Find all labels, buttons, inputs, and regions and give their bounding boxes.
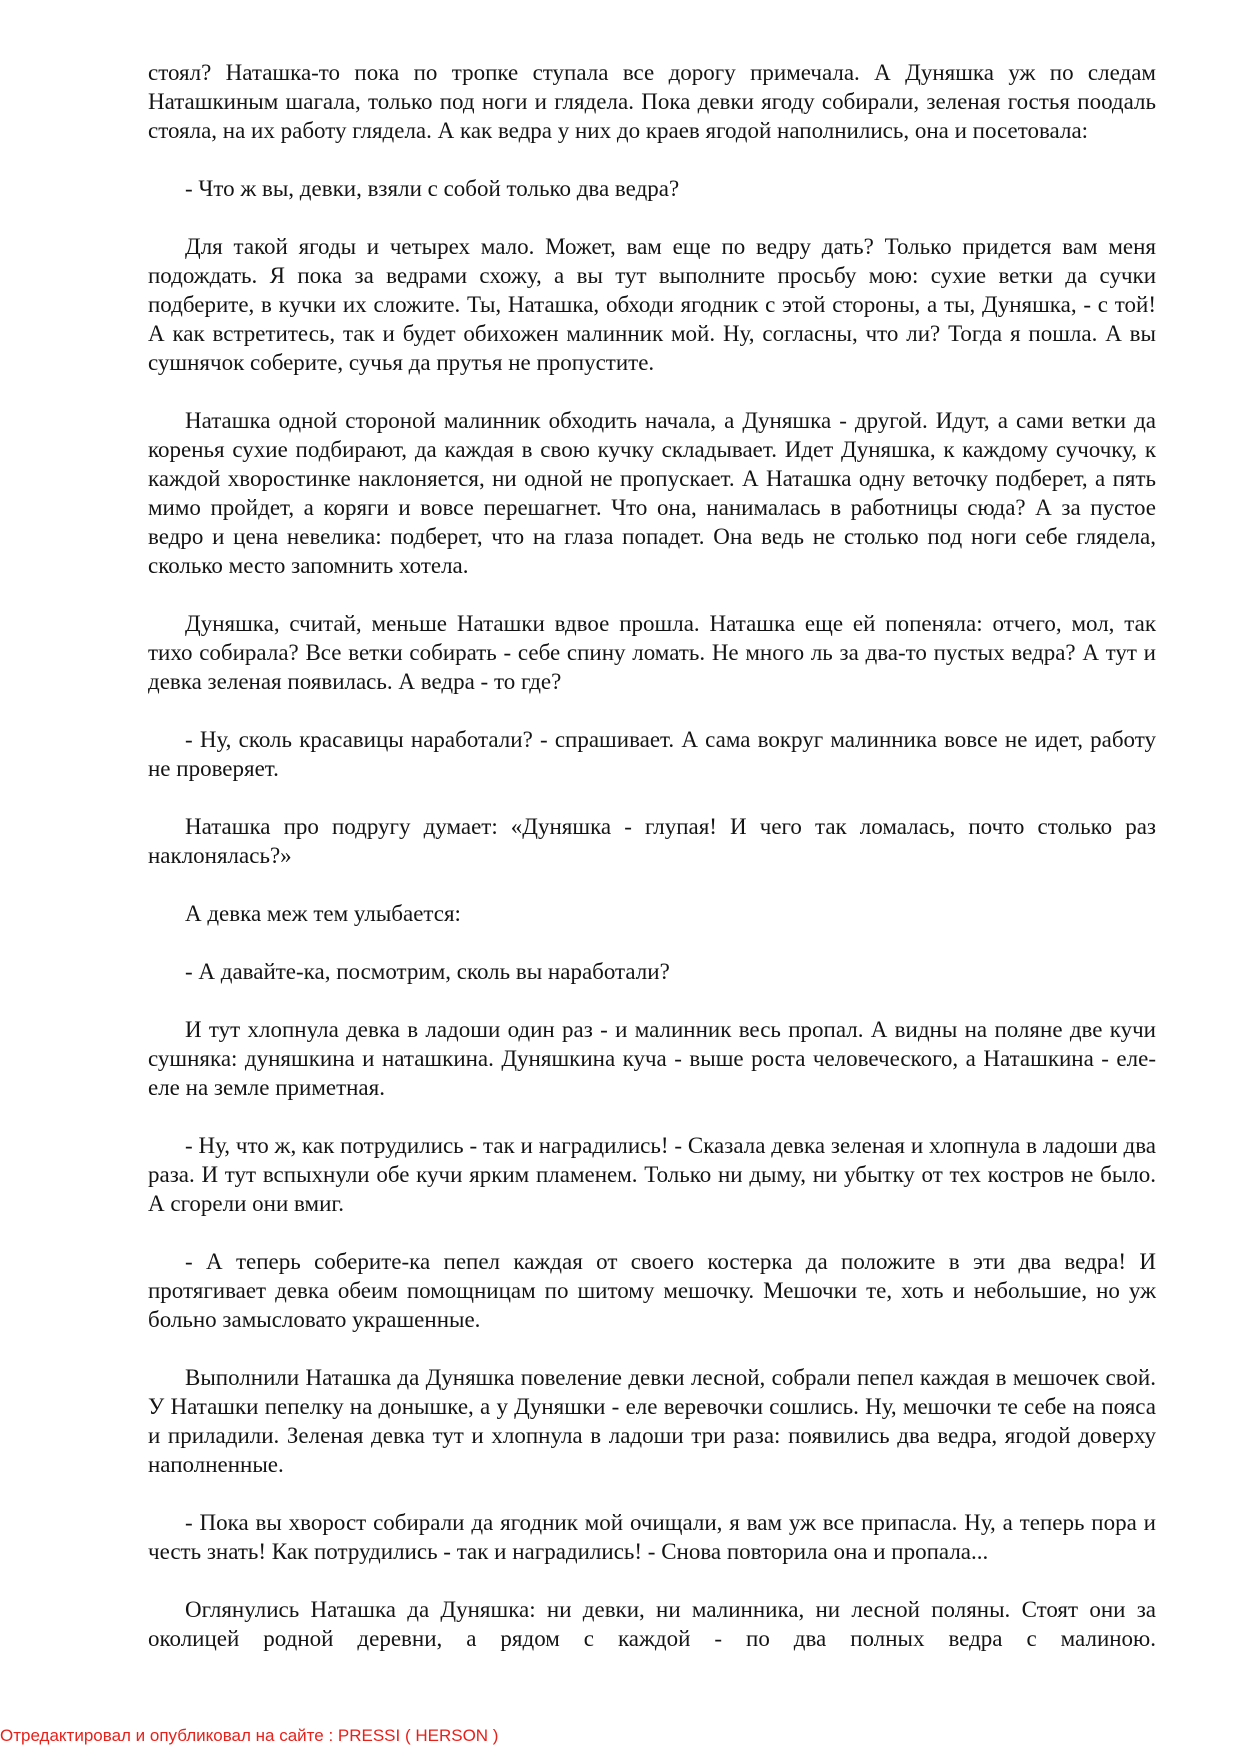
paragraph: А девка меж тем улыбается: <box>185 901 461 926</box>
paragraph: Дуняшка, считай, меньше Наташки вдвое прошла. Наташка еще ей попеняла: отчего, мол, так тихо собирала? Все ветки собирать - себе спину ломать. Не много ль за два-то пустых ведра? А тут и девка зеленая появилась. А ведра - то где? <box>148 611 1156 694</box>
paragraph: Для такой ягоды и четырех мало. Может, вам еще по ведру дать? Только придется вам меня подождать. Я пока за ведрами схожу, а вы тут выполните просьбу мою: сухие ветки да сучки подберите, в кучки их сложите. Ты, Наташка, обходи ягодник с этой стороны, а ты, Дуняшка, - с той! А как встретитесь, так и будет обихожен малинник мой. Ну, согласны, что ли? Тогда я пошла. А вы сушнячок соберите, сучья да прутья не пропустите. <box>148 234 1156 375</box>
footer-credit: Отредактировал и опубликовал на сайте : PRESSI ( HERSON ) <box>0 1726 499 1745</box>
paragraph: - Ну, сколь красавицы наработали? - спрашивает. А сама вокруг малинника вовсе не идет, работу не проверяет. <box>148 727 1156 781</box>
paragraph: - Пока вы хворост собирали да ягодник мой очищали, я вам уж все припасла. Ну, а теперь пора и честь знать! Как потрудились - так и наградились! - Снова повторила она и пропала... <box>148 1510 1156 1564</box>
paragraph: Наташка одной стороной малинник обходить начала, а Дуняшка - другой. Идут, а сами ветки да коренья сухие подбирают, да каждая в свою кучку складывает. Идет Дуняшка, к каждому сучочку, к каждой хворостинке наклоняется, ни одной не пропускает. А Наташка одну веточку подберет, а пять мимо пройдет, а коряги и вовсе перешагнет. Что она, нанималась в работницы сюда? А за пустое ведро и цена невелика: подберет, что на глаза попадет. Она ведь не столько под ноги себе глядела, сколько место запомнить хотела. <box>148 408 1156 578</box>
paragraph: - Ну, что ж, как потрудились - так и наградились! - Сказала девка зеленая и хлопнула в ладоши два раза. И тут вспыхнули обе кучи ярким пламенем. Только ни дыму, ни убытку от тех костров не было. А сгорели они вмиг. <box>148 1133 1156 1216</box>
paragraph: Выполнили Наташка да Дуняшка повеление девки лесной, собрали пепел каждая в мешочек свой. У Наташки пепелку на донышке, а у Дуняшки - еле веревочки сошлись. Ну, мешочки те себе на пояса и приладили. Зеленая девка тут и хлопнула в ладоши три раза: появились два ведра, ягодой доверху наполненные. <box>148 1365 1156 1477</box>
paragraph: - Что ж вы, девки, взяли с собой только два ведра? <box>185 176 680 201</box>
paragraph: И тут хлопнула девка в ладоши один раз - и малинник весь пропал. А видны на поляне две кучи сушняка: дуняшкина и наташкина. Дуняшкина куча - выше роста человеческого, а Наташкина - еле-еле на земле приметная. <box>148 1017 1156 1100</box>
paragraph: стоял? Наташка-то пока по тропке ступала все дорогу примечала. А Дуняшка уж по следам Наташкиным шагала, только под ноги и глядела. Пока девки ягоду собирали, зеленая гостья поодаль стояла, на их работу глядела. А как ведра у них до краев ягодой наполнились, она и посетовала: <box>148 60 1156 143</box>
paragraph: - А давайте-ка, посмотрим, сколь вы наработали? <box>185 959 670 984</box>
paragraph: Оглянулись Наташка да Дуняшка: ни девки, ни малинника, ни лесной поляны. Стоят они за околицей родной деревни, а рядом с каждой - по два полных ведра с малиною. <box>148 1597 1156 1651</box>
paragraph: - А теперь соберите-ка пепел каждая от своего костерка да положите в эти два ведра! И протягивает девка обеим помощницам по шитому мешочку. Мешочки те, хоть и небольшие, но уж больно замысловато украшенные. <box>148 1249 1156 1332</box>
paragraph: Наташка про подругу думает: «Дуняшка - глупая! И чего так ломалась, почто столько раз наклонялась?» <box>148 814 1156 868</box>
document-page <box>148 58 1156 1653</box>
